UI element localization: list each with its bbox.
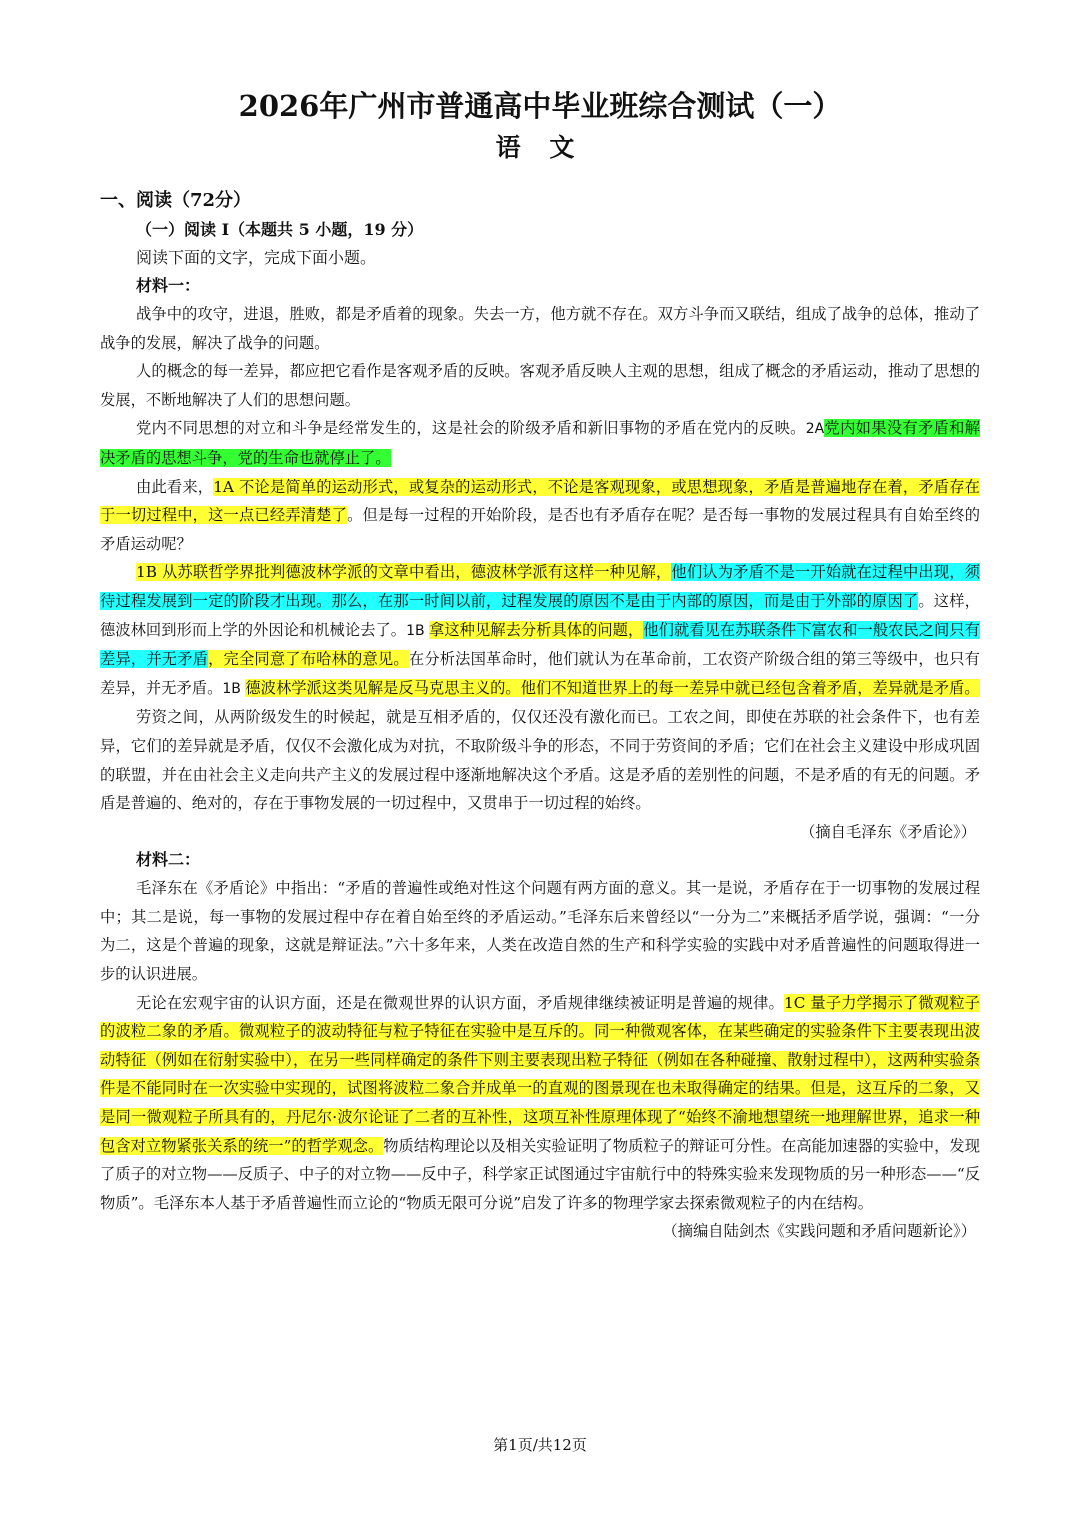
exam-subject: 语 文 bbox=[495, 133, 585, 162]
paragraph-text: 在分析法国革命时，他们就认为在革命前，工农资产阶级合组的第三等级中，也只有差异，并无矛盾。 bbox=[100, 650, 980, 697]
paragraph-text: 党内不同思想的对立和斗争是经常发生的，这是社会的阶级矛盾和新旧事物的矛盾在党内的反映。 bbox=[136, 419, 806, 438]
highlight-green: 党内如果没有矛盾和解决矛盾的思想斗争，党的生命也就停止了。 bbox=[100, 419, 980, 467]
material-1-paragraph-6: 劳资之间，从两阶级发生的时候起，就是互相矛盾的，仅仅还没有激化而已。工农之间，即使在苏联的社会条件下，也有差异，它们的差异就是矛盾，仅仅不会激化成为对抗，不取阶级斗争的形态，不同于劳资间的矛盾；它们在社会主义建设中形成巩固的联盟，并在由社会主义走向共产主义的发展过程中逐渐地解决这个矛盾。这是矛盾的差别性的问题，不是矛盾的有无的问题。矛盾是普遍的、绝对的，存在于事物发展的一切过程中，又贯串于一切过程的始终。 bbox=[100, 708, 980, 813]
material-2-paragraph-1: 毛泽东在《矛盾论》中指出：“矛盾的普遍性或绝对性这个问题有两方面的意义。其一是说，矛盾存在于一切事物的发展过程中；其二是说，每一事物的发展过程中存在着自始至终的矛盾运动。”毛泽东后来曾经以“一分为二”来概括矛盾学说，强调：“一分为二，这是个普遍的现象，这就是辩证法。”六十多年来，人类在改造自然的生产和科学实验的实践中对矛盾普遍性的问题取得进一步的认识进展。 bbox=[100, 879, 980, 984]
material-1-paragraph-3 bbox=[100, 414, 980, 472]
paragraph-text: 物质结构理论以及相关实验证明了物质粒子的辩证可分性。在高能加速器的实验中，发现了质子的对立物——反质子、中子的对立物——反中子，科学家正试图通过宇宙航行中的特殊实验来发现物质的另一种形态——“反物质”。毛泽东本人基于矛盾普遍性而立论的“物质无限可分说”启发了许多的物理学家去探索微观粒子的内在结构。 bbox=[100, 1136, 980, 1212]
highlight-cyan: 他们认为矛盾不是一开始就在过程中出现，须待过程发展到一定的阶段才出现。那么，在那一时间以前，过程发展的原因不是由于内部的原因，而是由于外部的原因了 bbox=[100, 563, 980, 610]
highlight-cyan: 他们就看见在苏联条件下富农和一般农民之间只有差异，并无矛盾 bbox=[100, 620, 980, 669]
material-2-paragraph-2 bbox=[100, 989, 980, 1218]
highlight-yellow: 1C 量子力学揭示了微观粒子的波粒二象的矛盾。微观粒子的波动特征与粒子特征在实验中是互斥的。同一种微观客体，在某些确定的实验条件下主要表现出波动特征（例如在衍射实验中），在另一些同样确定的条件下则主要表现出粒子特征（例如在各种碰撞、散射过程中），这两种实验条件是不能同时在一次实验中实现的，试图将波粒二象合并成单一的直观的图景现在也未取得确定的结果。但是，这互斥的二象，又是同一微观粒子所具有的，丹尼尔·波尔论证了二者的互补性，这项互补性原理体现了“始终不渝地想望统一地理解世界，追求一种包含对立物紧张关系的统一”的哲学观念。 bbox=[100, 993, 980, 1155]
highlight-yellow: 1B 从苏联哲学界批判德波林学派的文章中看出，德波林学派有这样一种见解， bbox=[136, 563, 672, 582]
paragraph-text: 。但是每一过程的开始阶段，是否也有矛盾存在呢？是否每一事物的发展过程具有自始至终的矛盾运动呢？ bbox=[100, 506, 980, 553]
annotation-tag: 1B bbox=[406, 622, 430, 639]
highlight-yellow: 德波林学派这类见解是反马克思主义的。他们不知道世界上的每一差异中就已经包含着矛盾，差异就是矛盾。 bbox=[245, 678, 980, 697]
highlight-yellow: 1A 不论是简单的运动形式，或复杂的运动形式，不论是客观现象，或思想现象，矛盾是普遍地存在着，矛盾存在于一切过程中，这一点已经弄清楚了 bbox=[100, 477, 980, 525]
material-1-paragraph-5 bbox=[100, 558, 980, 703]
paragraph-text: 无论在宏观宇宙的认识方面，还是在微观世界的认识方面，矛盾规律继续被证明是普遍的规律。 bbox=[136, 993, 784, 1012]
annotation-tag: 2A bbox=[805, 421, 825, 438]
page-number: 第1页/共12页 bbox=[493, 1436, 587, 1454]
annotation-tag: 1B bbox=[222, 680, 246, 697]
document-body bbox=[100, 186, 980, 1246]
material-1-paragraph-4 bbox=[100, 473, 980, 559]
paragraph-text: 由此看来， bbox=[136, 477, 214, 496]
exam-title: 2026年广州市普通高中毕业班综合测试（一） bbox=[238, 89, 842, 123]
section-heading: 一、阅读（72分） bbox=[100, 190, 252, 211]
paragraph-text: 。这样，德波林回到形而上学的外因论和机械论去了。 bbox=[100, 591, 980, 639]
sub-section-heading: （一）阅读 I（本题共 5 小题，19 分） bbox=[136, 220, 424, 239]
material-1-label: 材料一： bbox=[136, 276, 201, 295]
highlight-yellow: ，完全同意了布哈林的意见。 bbox=[208, 650, 409, 669]
material-1-source: （摘自毛泽东《矛盾论》） bbox=[800, 822, 976, 841]
instruction-text: 阅读下面的文字，完成下面小题。 bbox=[136, 248, 377, 267]
material-2-source: （摘编自陆剑杰《实践问题和矛盾问题新论》） bbox=[662, 1222, 976, 1241]
material-1-paragraph-2: 人的概念的每一差异，都应把它看作是客观矛盾的反映。客观矛盾反映人主观的思想，组成了概念的矛盾运动，推动了思想的发展，不断地解决了人们的思想问题。 bbox=[100, 362, 980, 409]
highlight-yellow: 拿这种见解去分析具体的问题， bbox=[429, 620, 644, 639]
material-1-paragraph-1: 战争中的攻守，进退，胜败，都是矛盾着的现象。失去一方，他方就不存在。双方斗争而又联结，组成了战争的总体，推动了战争的发展，解决了战争的问题。 bbox=[100, 305, 980, 352]
material-2-label: 材料二： bbox=[136, 850, 201, 870]
